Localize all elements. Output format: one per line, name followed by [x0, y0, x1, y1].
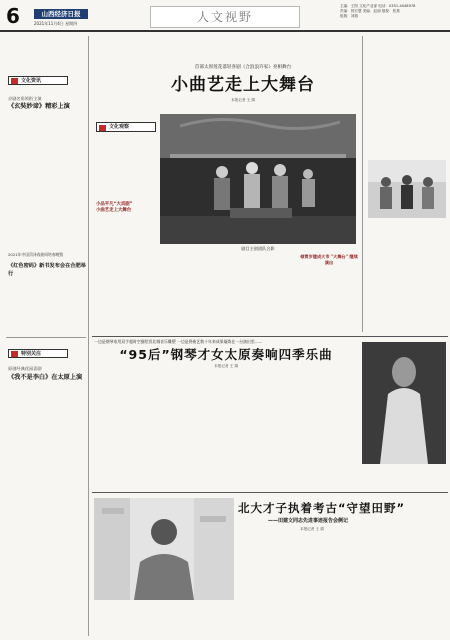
news2-kicker: 2021年中国菏泽戏曲网络春晚暨 [8, 252, 64, 257]
culture-observation-tag: 文化观察 [96, 122, 156, 132]
article2-kicker: 一边是钢琴家用双手超时空描绘晋北城音乐雕塑 一边是将曲艺数十年来成果凝炼在一台演出里…… [94, 339, 263, 344]
page-number: 6 [6, 4, 20, 28]
column-divider [362, 36, 363, 332]
family-photo-image [368, 160, 446, 218]
article3-subtitle: ——田建文同志先进事迹报告会侧记 [268, 518, 349, 524]
editor-info-line: 责编：郭宏慧 美编：赵丽 版校：张燕 [340, 8, 400, 13]
editor-info-line: 组版：刘瑞 [340, 13, 358, 18]
article1-kicker: 首部太原莲花落轻喜剧《合浪浪许家》亮相舞台 [194, 65, 292, 70]
news3-title: 《我不是李白》在太原上演 [8, 374, 83, 381]
stage-photo-image [160, 114, 356, 244]
news2-title: 《红色密码》新书发布会在合肥举行 [8, 263, 86, 277]
pianist-photo-image [362, 342, 446, 464]
newspaper-name: 山西经济日报 [34, 9, 88, 19]
header-rule [0, 30, 450, 32]
section-title-box [150, 6, 300, 28]
news1-title: 《玄奘妙谛》精彩上演 [8, 103, 70, 110]
culture-news-tag: 文化资讯 [8, 76, 68, 85]
article3-body [166, 604, 234, 636]
article2-body [94, 372, 152, 490]
article1-body [290, 254, 354, 330]
issue-date: 2021年11月4日 星期四 [34, 21, 78, 26]
editor-info-line: 主编：王阳 文化产业部 电话：0351-4048978 [340, 4, 416, 8]
article1-body [96, 138, 162, 198]
article1-body [368, 222, 446, 332]
article1-title: 小曲艺走上大舞台 [171, 75, 315, 95]
news1-body [8, 114, 86, 249]
special-focus-tag: 特别关注 [8, 349, 68, 358]
article3-body [238, 536, 304, 636]
editor-info [340, 4, 445, 18]
news3-kicker: 原创经典花园喜剧 [8, 366, 42, 371]
pianist-photo [362, 342, 446, 464]
archaeologist-photo-image [94, 498, 234, 600]
article3-body [94, 604, 162, 636]
article3-body [308, 536, 374, 636]
article2-byline: 本报记者 王 娟 [214, 364, 238, 368]
divider [92, 492, 448, 493]
archaeologist-photo [94, 498, 234, 600]
stage-photo-caption: 剧目主创团队合影 [241, 246, 275, 251]
article1-subhead: 小曲艺走上大舞台 [96, 208, 132, 213]
news3-body [8, 386, 86, 634]
article3-title: 北大才子执着考古“守望田野” [238, 501, 406, 515]
article1-body [230, 254, 286, 330]
article1-byline: 本报记者 王 娟 [231, 98, 255, 102]
article2-body [218, 372, 284, 490]
article2-body [362, 468, 446, 488]
article2-title: “95后”钢琴才女太原奏响四季乐曲 [119, 347, 333, 362]
article2-body [156, 372, 214, 490]
article1-subhead: 小品平凡“大戏剧” [96, 202, 133, 207]
article1-subhead: 倾青岁建成大市 "大舞台" 继续演出 [300, 254, 358, 265]
article3-byline: 本报记者 王 娟 [300, 527, 324, 531]
article3-body [378, 536, 446, 636]
section-title: 人文视野 [196, 10, 253, 24]
divider [6, 337, 86, 338]
family-photo [368, 160, 446, 218]
divider [92, 336, 448, 337]
article2-body [288, 372, 358, 490]
news1-kicker: 京剧名角领衔主演 [8, 96, 42, 101]
article1-body [96, 218, 162, 330]
article1-body [368, 40, 446, 156]
news2-body [8, 272, 86, 334]
stage-photo [160, 114, 356, 244]
column-divider [88, 36, 89, 636]
